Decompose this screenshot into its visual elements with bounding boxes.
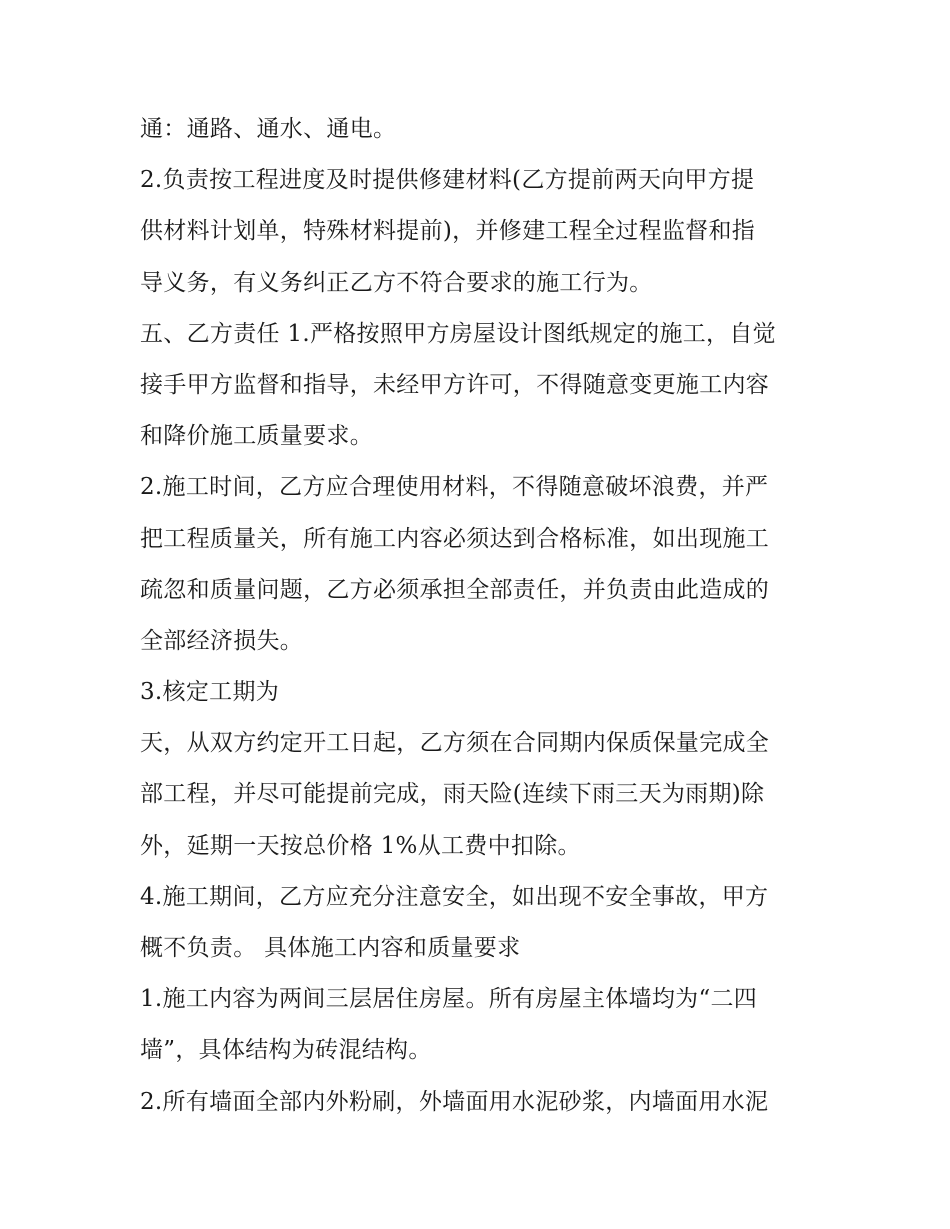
text-line: 疏忽和质量问题，乙方必须承担全部责任，并负责由此造成的 <box>140 576 770 603</box>
text-line: 五、乙方责任 1.严格按照甲方房屋设计图纸规定的施工，自觉 <box>140 320 776 347</box>
text-line: 全部经济损失。 <box>140 627 304 654</box>
text-line: 和降价施工质量要求。 <box>140 423 373 450</box>
text-line: 通：通路、通水、通电。 <box>140 116 397 142</box>
text-line: 外，延期一天按总价格 1%从工费中扣除。 <box>140 832 581 859</box>
text-line: 2.负责按工程进度及时提供修建材料(乙方提前两天向甲方提 <box>140 167 755 194</box>
text-line: 把工程质量关，所有施工内容必须达到合格标准，如出现施工 <box>140 525 770 552</box>
text-line: 天，从双方约定开工日起，乙方须在合同期内保质保量完成全 <box>140 730 770 757</box>
text-line: 2.施工时间，乙方应合理使用材料，不得随意破坏浪费，并严 <box>140 474 769 501</box>
text-line: 1.施工内容为两间三层居住房屋。所有房屋主体墙均为“二四 <box>140 986 758 1013</box>
text-line: 部工程，并尽可能提前完成，雨天险(连续下雨三天为雨期)除 <box>140 781 765 808</box>
text-line: 接手甲方监督和指导，未经甲方许可，不得随意变更施工内容 <box>140 371 770 398</box>
text-line: 3.核定工期为 <box>140 679 280 706</box>
text-line: 供材料计划单，特殊材料提前)，并修建工程全过程监督和指 <box>140 218 756 245</box>
text-line: 墙”，具体结构为砖混结构。 <box>140 1037 432 1064</box>
text-line: 2.所有墙面全部内外粉刷，外墙面用水泥砂浆，内墙面用水泥 <box>140 1088 769 1115</box>
document-body <box>140 104 820 1128</box>
text-line: 4.施工期间，乙方应充分注意安全，如出现不安全事故，甲方 <box>140 883 769 910</box>
text-line: 导义务，有义务纠正乙方不符合要求的施工行为。 <box>140 269 653 296</box>
text-line: 概不负责。 具体施工内容和质量要求 <box>140 935 521 961</box>
